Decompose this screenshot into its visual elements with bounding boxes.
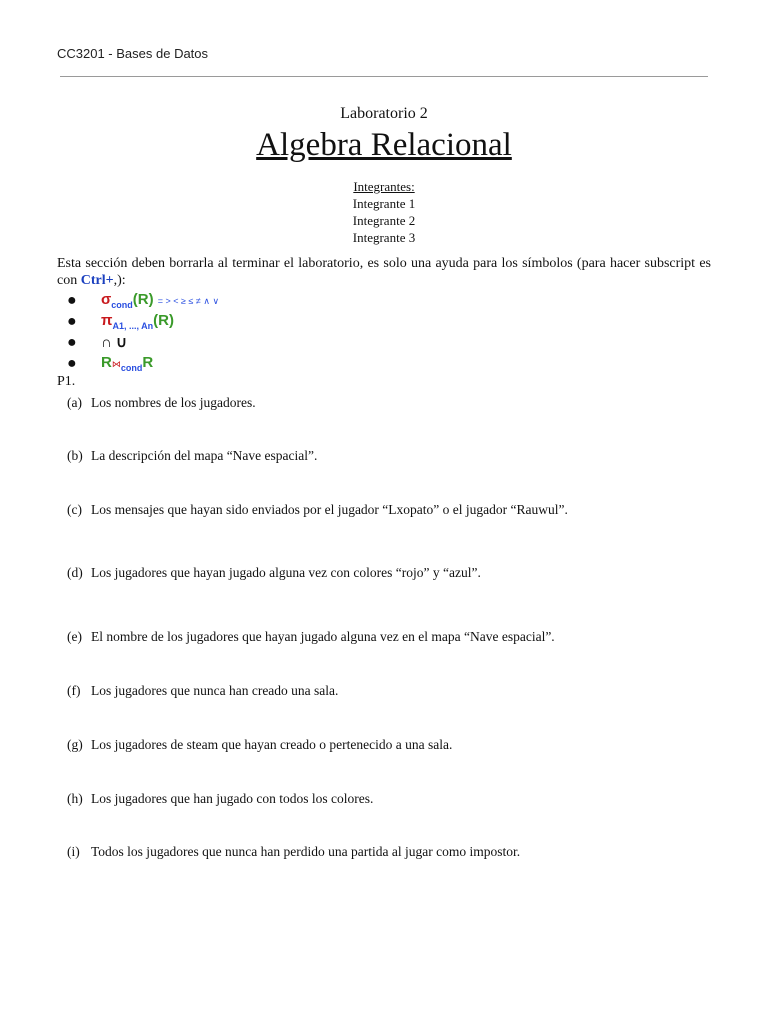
members-block bbox=[0, 178, 768, 246]
section-label: P1. bbox=[57, 374, 76, 389]
question-text: Los jugadores que nunca han creado una sala. bbox=[91, 683, 339, 698]
selection-symbol: $\sigma_{cond}(R)$ = > < ≥ ≤ ≠ ∧ ∨ bbox=[101, 291, 220, 310]
question-label: (g) bbox=[67, 737, 83, 752]
question-text: Todos los jugadores que nunca han perdido una partida al jugar como impostor. bbox=[91, 844, 521, 859]
question-text: Los jugadores que han jugado con todos los colores. bbox=[91, 791, 374, 806]
question-item bbox=[67, 629, 555, 645]
intro-paragraph bbox=[57, 255, 711, 289]
question-label: (f) bbox=[67, 683, 81, 698]
projection-symbol: $\pi_{A1, ..., An}(R)$ bbox=[101, 312, 174, 331]
question-label: (c) bbox=[67, 502, 82, 517]
page-title: Algebra Relacional bbox=[256, 127, 512, 163]
bullet-icon: ● bbox=[67, 355, 77, 372]
header-divider bbox=[60, 76, 708, 77]
question-label: (i) bbox=[67, 844, 80, 859]
question-item bbox=[67, 395, 256, 411]
lab-label: Laboratorio 2 bbox=[340, 105, 428, 122]
question-item bbox=[67, 737, 452, 753]
bullet-icon: ● bbox=[67, 334, 77, 351]
question-item bbox=[67, 683, 338, 699]
question-label: (b) bbox=[67, 448, 83, 463]
question-text: Los jugadores que hayan jugado alguna vez con colores “rojo” y “azul”. bbox=[91, 565, 481, 580]
intro-text-end: ,): bbox=[113, 273, 126, 288]
question-text: Los mensajes que hayan sido enviados por el jugador “Lxopato” o el jugador “Rauwul”. bbox=[91, 502, 568, 517]
intro-text: Esta sección deben borrarla al terminar el laboratorio, es solo una ayuda para los símbolos (para hacer subscript es con bbox=[57, 256, 711, 288]
members-heading: Integrantes: bbox=[353, 179, 415, 194]
question-text: El nombre de los jugadores que hayan jugado alguna vez en el mapa “Nave espacial”. bbox=[91, 629, 555, 644]
question-label: (a) bbox=[67, 395, 82, 410]
question-item bbox=[67, 448, 317, 464]
question-item bbox=[67, 844, 520, 860]
question-item bbox=[67, 791, 373, 807]
course-header: CC3201 - Bases de Datos bbox=[57, 46, 209, 61]
join-symbol: $R⋈_{cond}R$ bbox=[101, 354, 154, 373]
bullet-icon: ● bbox=[67, 313, 77, 330]
member-name: Integrante 1 bbox=[352, 196, 416, 211]
set-operators: ∩ ∪ bbox=[101, 334, 127, 351]
question-text: Los nombres de los jugadores. bbox=[91, 395, 256, 410]
question-label: (h) bbox=[67, 791, 83, 806]
question-item bbox=[67, 565, 481, 581]
question-label: (d) bbox=[67, 565, 83, 580]
question-label: (e) bbox=[67, 629, 82, 644]
question-text: La descripción del mapa “Nave espacial”. bbox=[91, 448, 318, 463]
member-name: Integrante 3 bbox=[352, 230, 416, 245]
question-text: Los jugadores de steam que hayan creado o pertenecido a una sala. bbox=[91, 737, 453, 752]
bullet-icon: ● bbox=[67, 292, 77, 309]
shortcut-text: Ctrl+ bbox=[80, 273, 114, 288]
member-name: Integrante 2 bbox=[352, 213, 416, 228]
question-item bbox=[67, 502, 568, 518]
